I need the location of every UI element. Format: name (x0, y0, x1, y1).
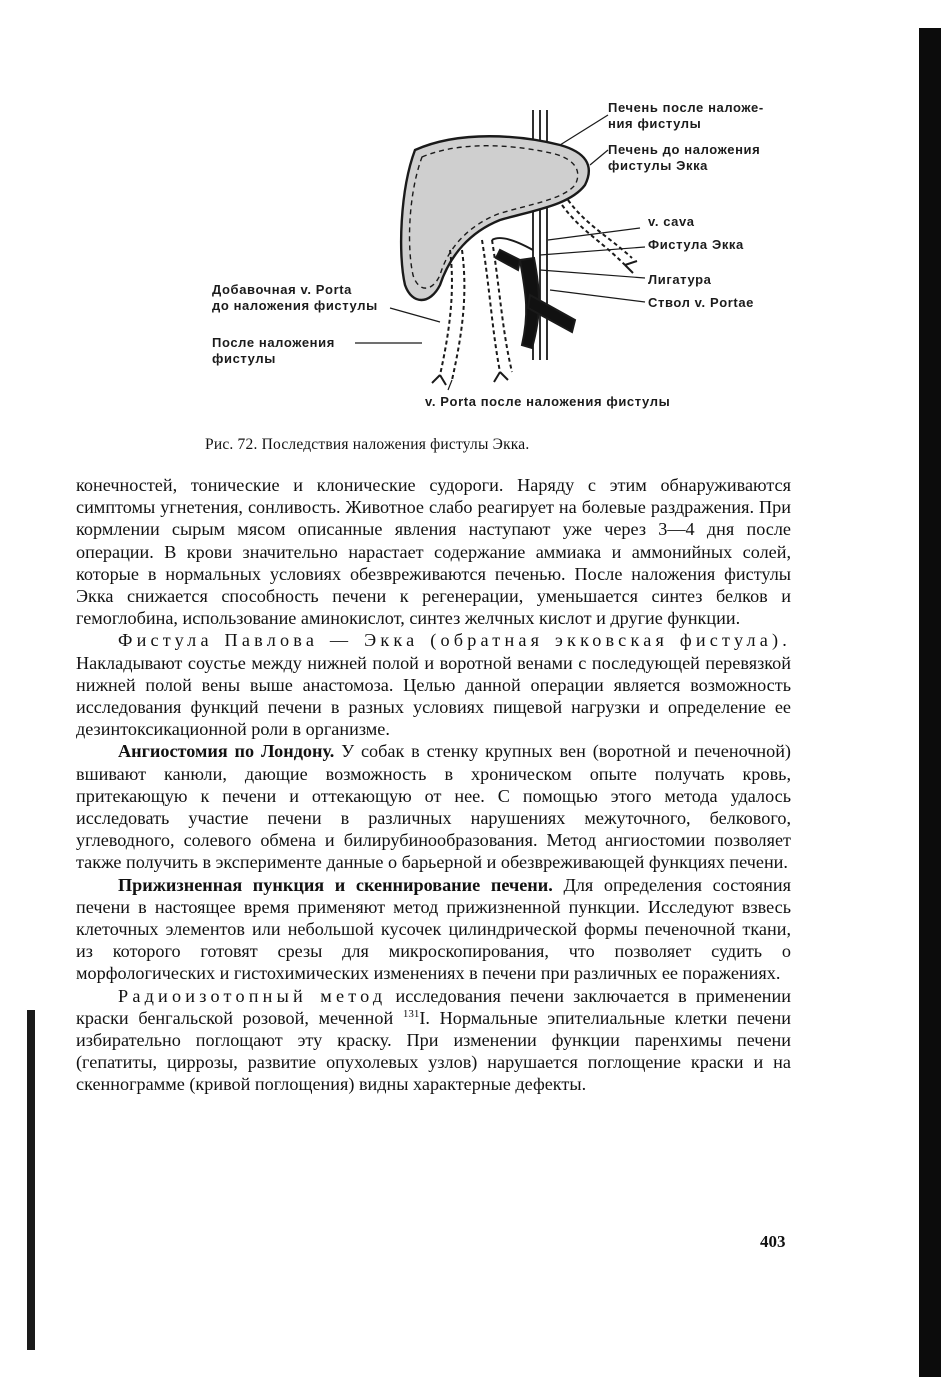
liver-fistula-diagram (200, 90, 800, 420)
paragraph-5 (76, 985, 791, 1096)
paragraph-4-text: Для определения состояния печени в настоящее время применяют метод прижизненной пункции. Исследуют взвесь клеточных элементов или небольшой кусочек цилиндрической формы печеночной ткани, из которого готовят срезы для микроскопирования, что позволяет судить о морфологических и гистохимических изменениях в печени при различных ее поражениях. (76, 874, 791, 984)
term-fistula-pavlova: Фистула Павлова — Экка (обратная экковская фистула). (118, 630, 791, 651)
label-posle: После наложения фистулы (212, 335, 335, 366)
term-radioizotopnyj: Радиоизотопный метод (118, 985, 387, 1006)
paragraph-3-text: У собак в стенку крупных вен (воротной и печеночной) вшивают канюли, дающие возможность в хроническом опыте получать кровь, притекающую к печени и оттекающую от нее. С помощью этого метода удалось исследовать участие печени в различных нарушениях межуточного, белкового, углеводного, солевого обмена и билирубинообразования. Метод ангиостомии позволяет также получить в эксперименте данные о барьерной и обезвреживающей функциях печени. (76, 741, 791, 873)
paragraph-5-text-a: исследования печени заключается в применении краски бенгальской розовой, меченной (76, 985, 791, 1028)
isotope-superscript: 131 (402, 1007, 420, 1020)
label-dobavochnaya: Добавочная v. Porta до наложения фистулы (212, 282, 378, 313)
term-punkciya: Прижизненная пункция и скеннирование печени. (118, 874, 553, 895)
term-angiostomiya: Ангиостомия по Лондону. (118, 741, 335, 762)
scan-edge-right (919, 28, 941, 1377)
paragraph-4 (76, 874, 791, 985)
paragraph-2 (76, 629, 791, 740)
label-liver-after: Печень после наложе- ния фистулы (608, 100, 764, 131)
paragraph-1: конечностей, тонические и клонические судороги. Наряду с этим обнаруживаются симптомы угнетения, сонливость. Животное слабо реагирует на болевые раздражения. При кормлении сырым мясом описанные явления наступают уже через 3—4 дня после операции. В крови значительно нарастает содержание аммиака и аммонийных солей, которые в нормальных условиях обезвреживаются печенью. После наложения фистулы Экка снижается способность печени к регенерации, уменьшается синтез белков и гемоглобина, использование аминокислот, синтез желчных кислот и другие функции. (76, 475, 791, 629)
body-text (76, 474, 791, 1096)
label-stvol-portae: Ствол v. Portae (648, 295, 755, 310)
figure-72 (200, 90, 800, 420)
label-liver-before: Печень до наложения фистулы Экка (608, 142, 761, 173)
paragraph-5-text-b: I. Нормальные эпителиальные клетки печени избирательно поглощают эту краску. При изменении функции паренхимы печени (гепатиты, циррозы, развитие опухолевых узлов) нарушается поглощение краски и на скеннограмме (кривой поглощения) видны характерные дефекты. (76, 1007, 791, 1095)
page-number: 403 (760, 1232, 786, 1251)
paragraph-2-text: Накладывают соустье между нижней полой и воротной венами с последующей перевязкой нижней полой вены выше анастомоза. Целью данной операции является возможность исследования функций печени в разных условиях пищевой нагрузки и определение ее дезинтоксикационной роли в организме. (76, 652, 791, 740)
label-v-cava: v. cava (648, 214, 695, 229)
figure-caption: Рис. 72. Последствия наложения фистулы Экка. (205, 436, 530, 453)
label-v-porta-posle: v. Porta после наложения фистулы (425, 394, 671, 409)
scan-edge-left (27, 1010, 35, 1350)
paragraph-3 (76, 740, 791, 873)
label-fistula-ekka: Фистула Экка (648, 237, 744, 252)
label-ligatura: Лигатура (648, 272, 712, 287)
